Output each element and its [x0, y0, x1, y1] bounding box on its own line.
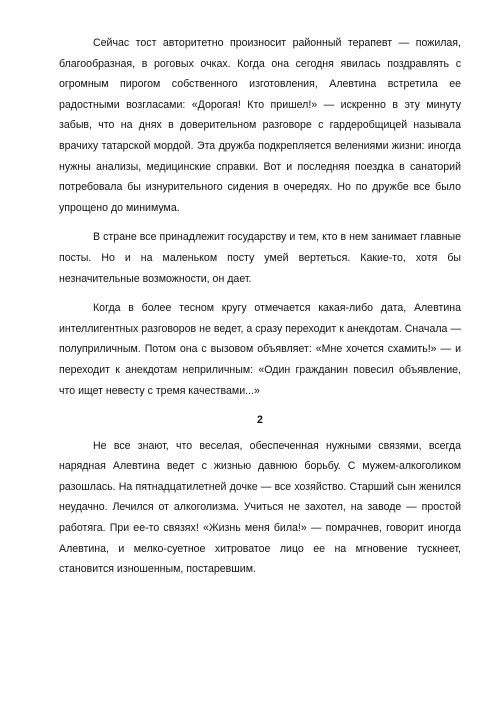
paragraph-struggle: Не все знают, что веселая, обеспеченная нужными связями, всегда нарядная Алевтина ведет с жизнью давнюю борьбу. С мужем-алкоголиком разошлась. На пятнадцатилетней дочке — все хозяйство. Старший сын женился неудачно. Лечился от алкоголизма. Учиться не захотел, на заводе — простой работяга. При ее-то связях! «Жизнь меня била!» — помрачнев, говорит иногда Алевтина, и мелко-суетное хитроватое лицо ее на мгновение тускнеет, становится изношенным, постаревшим. [59, 439, 461, 576]
paragraph-anecdotes: Когда в более тесном кругу отмечается какая-либо дата, Алевтина интеллигентных разговоров не ведет, а сразу переходит к анекдотам. Сначала — полуприличным. Потом она с вызовом объявляет: «Мне хочется схамить!» — и переходит к анекдотам неприличным: «Один гражданин повесил объявление, что ищет невесту с тремя качествами...» [59, 302, 461, 397]
paragraph-toast: Сейчас тост авторитетно произносит районный терапевт — пожилая, благообразная, в роговых очках. Когда она сегодня явилась поздравлять с огромным пирогом собственного изготовления, Алевтина встретила ее радостными возгласами: «Дорогая! Кто пришел!» — искренно в эту минуту забыв, что на днях в доверительном разговоре с гардеробщицей называла врачиху татарской мордой. Эта дружба подкрепляется велениями жизни: иногда нужны анализы, медицинские справки. Вот и последняя поездка в санаторий потребовала бы изнурительного сидения в очередях. Но по дружбе все было упрощено до минимума. [59, 37, 461, 214]
section-number: 2 [257, 414, 263, 427]
paragraph-state: В стране все принадлежит государству и тем, кто в нем занимает главные посты. Но и на маленьком посту умей вертеться. Какие-то, хотя бы незначительные возможности, он дает. [59, 231, 461, 285]
